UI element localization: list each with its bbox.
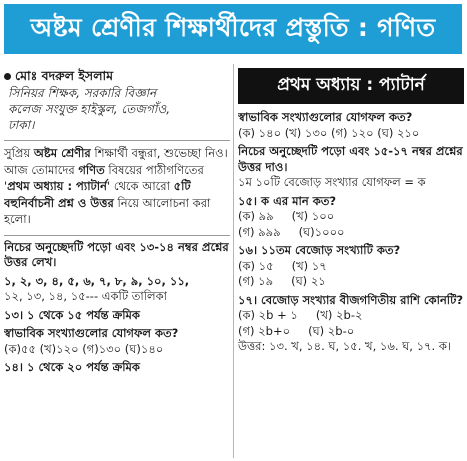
right-column (238, 68, 464, 456)
option: (ঘ) ২b-০ (308, 323, 355, 338)
question-16-options (238, 274, 464, 290)
option: (ঘ) ২১ (291, 274, 326, 288)
question-15-options (238, 225, 464, 241)
question-16: ১৬। ১১তম বেজোড় সংখ্যাটি কত? (238, 243, 401, 257)
intro-bold: প্রথম অধ্যায় : প্যাটার্ন (7, 179, 107, 193)
section-rule (4, 140, 230, 141)
question-13: ১৩। ১ থেকে ১৫ পর্যন্ত ক্রমিক (4, 307, 140, 322)
intro-paragraph (4, 145, 230, 228)
option: (গ) ৯৯৯ (238, 224, 281, 239)
intro-text: বিষয়ের পাঠীগণিতের ' (4, 162, 204, 193)
option: (ক) ২b + ১ (238, 308, 298, 322)
intro-text: ' থেকে আরো (107, 179, 174, 193)
author-description (4, 85, 230, 133)
bullet-icon (4, 73, 11, 80)
page-banner (4, 4, 462, 54)
question-16-options (238, 259, 464, 275)
banner-title: অষ্টম শ্রেণীর শিক্ষার্থীদের প্রস্তুতি : গণিত (30, 12, 436, 42)
number-sequence: ১২, ১৩, ১৪, ১৫--- একটি তালিকা (4, 289, 167, 303)
intro-text: নিয়ে আলোচনা করা হলো। (4, 195, 211, 226)
option: (গ) ২b+০ (238, 323, 291, 338)
chapter-title: প্রথম অধ্যায় : প্যাটার্ন (277, 75, 425, 95)
question-14-cont: স্বাভাবিক সংখ্যাগুলোর যোগফল কত? (238, 110, 413, 124)
question-13-options: (ক)৫৫ (খ)১২০ (গ)১৩০ (ঘ)১৪০ (4, 341, 164, 356)
left-column (4, 68, 230, 456)
intro-text: সুপ্রিয় (4, 146, 34, 160)
question-17-options (238, 308, 464, 324)
question-14-options: (ক) ১৪০ (খ) ১৩০ (গ) ১২০ (ঘ) ২১০ (238, 125, 420, 140)
column-divider (233, 64, 234, 458)
question-17-options (238, 324, 464, 340)
question-15: ১৫। ক এর মান কত? (238, 193, 337, 208)
option: (ক) ৯৯ (238, 209, 274, 223)
option: (গ) ১৯ (238, 274, 274, 288)
section-rule (4, 235, 230, 236)
intro-bold: অষ্টম শ্রেণীর (33, 146, 91, 160)
number-sequence: ১, ২, ৩, ৪, ৫, ৬, ৭, ৮, ৯, ১০, ১১, (4, 273, 190, 288)
passage-heading: নিচের অনুচ্ছেদটি পড়ো এবং ১৫-১৭ নম্বর প্রশ্নের উত্তর দাও। (238, 144, 463, 174)
intro-text: শিক্ষার্থী বন্ধুরা, শুভেচ্ছা নিও। আজ তোমাদের (4, 146, 228, 177)
intro-bold: ৫টি বহুনির্বাচনী প্রশ্ন ও উত্তর (4, 179, 191, 210)
author-byline (4, 68, 230, 84)
question-17: ১৭। বেজোড় সংখ্যার বীজগণিতীয় রাশি কোনটি? (238, 292, 464, 307)
author-desc-line: ঢাকা। (8, 118, 35, 132)
author-desc-line: সিনিয়র শিক্ষক, সরকারি বিজ্ঞান (8, 86, 157, 100)
option: (ক) ১৫ (238, 258, 274, 273)
option: (খ) ১০০ (291, 209, 335, 223)
passage-heading: নিচের অনুচ্ছেদটি পড়ো এবং ১৩-১৪ নম্বর প্রশ্নের উত্তর লেখ। (4, 239, 229, 269)
question-14: ১৪। ১ থেকে ২০ পর্যন্ত ক্রমিক (4, 360, 140, 374)
question-13-cont: স্বাভাবিক সংখ্যাগুলোর যোগফল কত? (4, 326, 179, 340)
answer-key: উত্তর: ১৩. খ, ১৪. ঘ, ১৫. খ, ১৬. ঘ, ১৭. ক। (238, 339, 451, 353)
question-15-options (238, 209, 464, 225)
passage-stem: ১ম ১০টি বেজোড় সংখ্যার যোগফল = ক (238, 175, 426, 189)
option: (ঘ)১০০০ (298, 224, 345, 239)
author-name: মোঃ বদরুল ইসলাম (15, 68, 114, 83)
chapter-header (238, 68, 464, 104)
option: (খ) ১৭ (291, 258, 327, 273)
intro-bold: গণিত (78, 162, 105, 177)
author-desc-line: কলেজ সংযুক্ত হাইস্কুল, তেজগাঁও, (8, 102, 171, 116)
option: (খ) ২b-২ (315, 308, 363, 322)
